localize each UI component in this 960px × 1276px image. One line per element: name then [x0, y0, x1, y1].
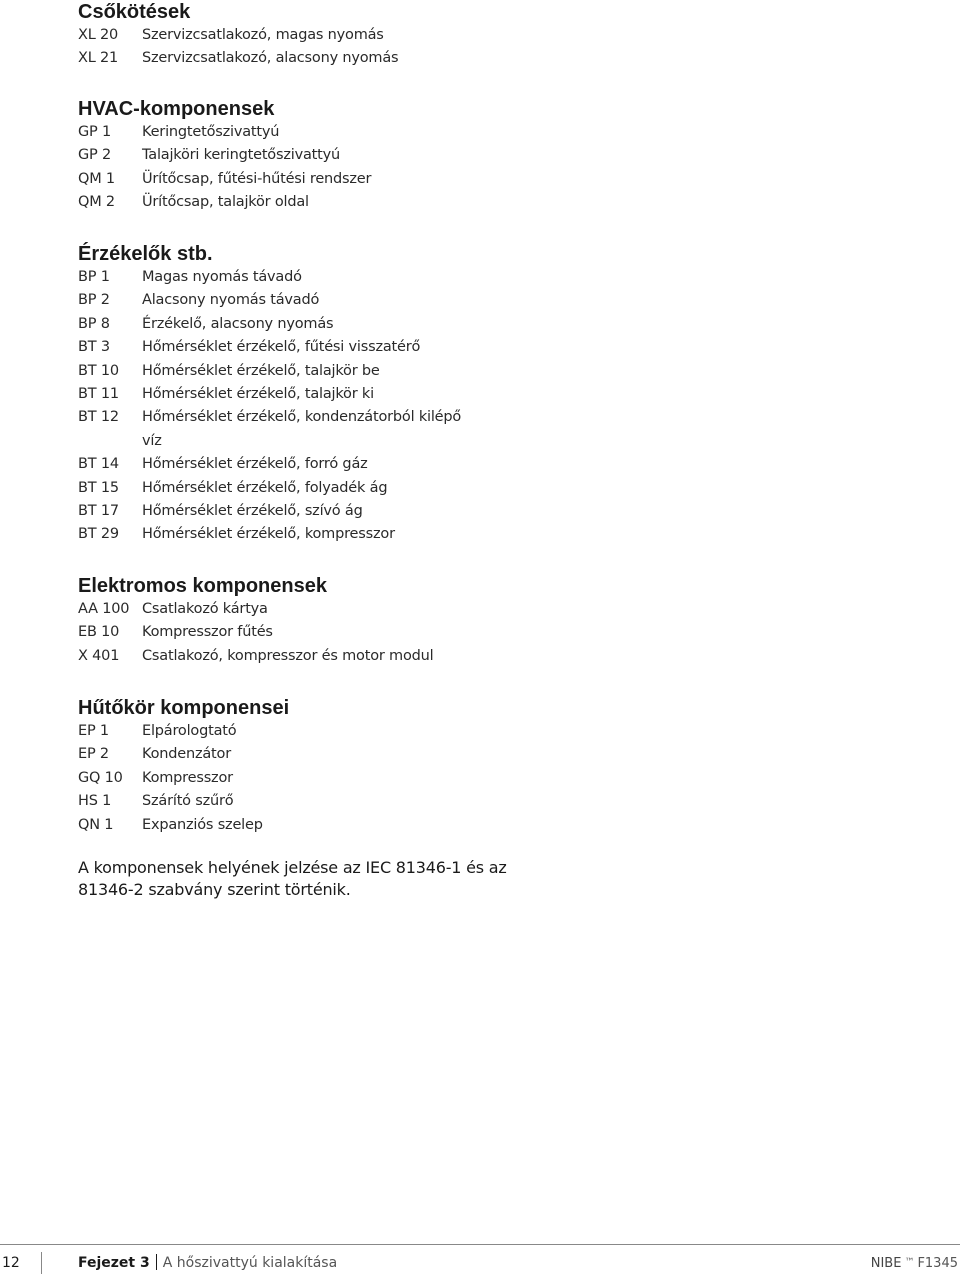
item-description: Hőmérséklet érzékelő, forró gáz [142, 456, 368, 473]
item-code: XL 21 [78, 50, 119, 67]
section-heading: HVAC-komponensek [78, 98, 275, 120]
item-code: BP 1 [78, 269, 110, 285]
list-item [78, 453, 538, 476]
chapter-separator [156, 1254, 157, 1270]
item-code: BT 17 [78, 503, 119, 520]
list-item [78, 121, 538, 144]
item-code: QM 1 [78, 170, 115, 187]
item-code: AA 100 [78, 601, 130, 617]
list-item [78, 500, 538, 523]
list-item [78, 289, 538, 312]
list-item [78, 598, 538, 621]
list-item [78, 191, 538, 214]
section-heading: Elektromos komponensek [78, 575, 327, 597]
list-item [78, 266, 538, 289]
list-item [78, 168, 538, 191]
list-item [78, 767, 538, 790]
item-description: Hőmérséklet érzékelő, fűtési visszatérő [142, 339, 421, 356]
list-item [78, 406, 538, 453]
item-description: Hőmérséklet érzékelő, szívó ág [142, 503, 363, 520]
item-code: BT 11 [78, 386, 119, 403]
list-item [78, 24, 502, 47]
item-description: Alacsony nyomás távadó [142, 292, 320, 309]
section-sensors [78, 242, 538, 547]
item-description: Kompresszor [142, 769, 233, 786]
list-item [78, 814, 538, 837]
section-heading: Hűtőkör komponensei [78, 697, 290, 719]
item-description: Csatlakozó, kompresszor és motor modul [142, 647, 434, 664]
list-item [78, 477, 538, 500]
item-description: Hőmérséklet érzékelő, talajkör be [142, 362, 380, 379]
footer-divider [0, 1244, 960, 1245]
item-code: BT 3 [78, 339, 110, 356]
chapter-reference [78, 1252, 337, 1274]
item-code: BT 29 [78, 526, 119, 543]
list-item [78, 360, 538, 383]
item-code: GP 2 [78, 147, 112, 164]
item-code: BT 15 [78, 479, 119, 496]
item-description: Talajköri keringtetőszivattyú [142, 147, 340, 164]
item-code: X 401 [78, 647, 120, 664]
item-code: BT 10 [78, 362, 119, 379]
list-item [78, 790, 538, 813]
item-code: BP 2 [78, 292, 110, 309]
item-description: Szárító szűrő [142, 793, 234, 810]
section-cooling-circuit-components [78, 696, 538, 837]
item-description: Hőmérséklet érzékelő, kompresszor [142, 526, 395, 543]
item-code: XL 20 [78, 27, 119, 43]
item-description: Érzékelő, alacsony nyomás [142, 315, 334, 332]
item-code: EP 1 [78, 723, 109, 739]
item-code: BT 14 [78, 456, 119, 473]
section-electrical-components [78, 574, 538, 668]
section-heading: Érzékelők stb. [78, 243, 213, 265]
standards-note: A komponensek helyének jelzése az IEC 81346-1 és az 81346-2 szabvány szerint történik. [78, 858, 507, 899]
item-description: Elpárologtató [142, 723, 237, 739]
section-pipe-connections [78, 0, 502, 71]
item-description: Kondenzátor [142, 746, 231, 763]
list-item [78, 523, 538, 546]
item-description: Hőmérséklet érzékelő, folyadék ág [142, 479, 388, 496]
item-description: Hőmérséklet érzékelő, kondenzátorból kilépő víz [142, 409, 462, 449]
item-code: QM 2 [78, 194, 115, 211]
item-code: GP 1 [78, 124, 112, 140]
item-description: Ürítőcsap, talajkör oldal [142, 194, 309, 211]
page-number: 12 [0, 1252, 42, 1274]
section-heading: Csőkötések [78, 1, 191, 23]
item-description: Ürítőcsap, fűtési-hűtési rendszer [142, 170, 372, 187]
list-item [78, 383, 538, 406]
product-model: F1345 [917, 1256, 958, 1271]
item-code: HS 1 [78, 793, 112, 810]
item-description: Hőmérséklet érzékelő, talajkör ki [142, 386, 374, 403]
list-item [78, 645, 538, 668]
page-footer [0, 1244, 960, 1276]
list-item [78, 144, 538, 167]
trademark-symbol: ™ [904, 1257, 915, 1268]
item-description: Magas nyomás távadó [142, 269, 302, 285]
list-item [78, 336, 538, 359]
chapter-label: Fejezet 3 [78, 1255, 150, 1271]
item-description: Expanziós szelep [142, 816, 263, 833]
list-item [78, 313, 538, 336]
list-item [78, 47, 502, 70]
item-description: Keringtetőszivattyú [142, 124, 280, 140]
item-code: EP 2 [78, 746, 109, 763]
item-code: BT 12 [78, 409, 119, 426]
item-code: BP 8 [78, 315, 110, 332]
product-brand [871, 1252, 958, 1274]
item-code: GQ 10 [78, 769, 123, 786]
brand-name: NIBE [870, 1256, 902, 1271]
list-item [78, 743, 538, 766]
item-code: EB 10 [78, 624, 120, 641]
list-item [78, 720, 538, 743]
item-description: Szervizcsatlakozó, alacsony nyomás [142, 50, 399, 67]
item-description: Kompresszor fűtés [142, 624, 273, 641]
chapter-title: A hőszivattyú kialakítása [162, 1255, 338, 1271]
item-description: Csatlakozó kártya [142, 601, 268, 617]
item-description: Szervizcsatlakozó, magas nyomás [142, 27, 384, 43]
item-code: QN 1 [78, 816, 114, 833]
section-hvac-components [78, 97, 538, 215]
list-item [78, 621, 538, 644]
